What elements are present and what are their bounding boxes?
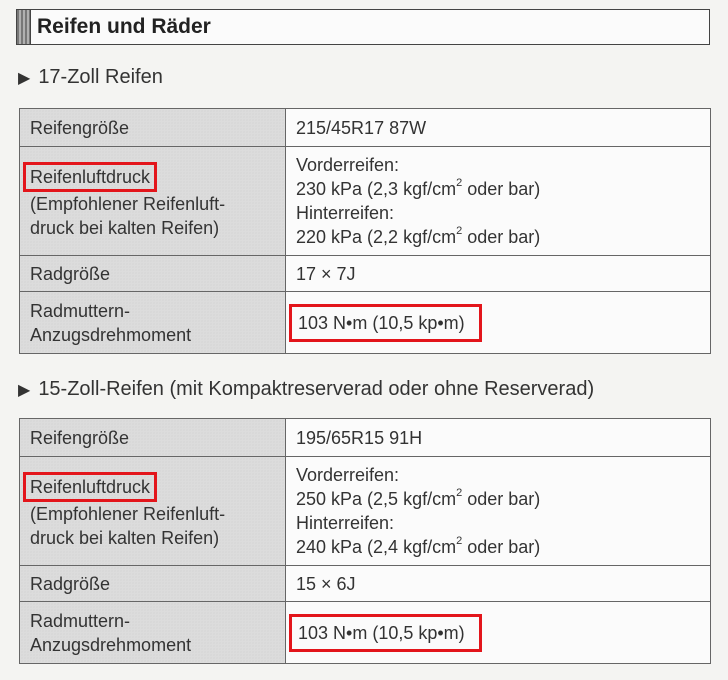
label-cell [20,109,286,147]
value-cell [286,602,711,664]
highlight-box [289,304,482,342]
rear-tire-pressure: 220 kPa (2,2 kgf/$cm^2$ oder bar) [296,225,541,247]
torque-label: Anzugsdrehmoment [30,324,192,345]
front-tire-label: Vorderreifen: [296,155,400,175]
front-tire-pressure: 250 kPa (2,5 kgf/$cm^2$ oder bar) [296,487,541,509]
value-cell [286,566,711,602]
highlight-box [23,162,157,192]
table-row [20,566,711,602]
label-cell [20,292,286,354]
tire-size-label: Reifengröße [30,427,130,448]
torque-value: 103 N•m (10,5 kp•m) [298,622,465,643]
section-header [16,9,710,45]
tire-size-value: 195/65R15 91H [296,427,423,448]
section-heading-text: 15-Zoll-Reifen (mit Kompaktreserverad oder ohne Reserverad) [38,378,595,400]
torque-label: Radmuttern- [30,300,131,321]
value-cell [286,457,711,566]
label-cell [20,419,286,457]
highlight-box [23,472,157,502]
torque-value: 103 N•m (10,5 kp•m) [298,312,465,333]
label-cell [20,147,286,256]
value-cell [286,419,711,457]
table-row [20,602,711,664]
wheel-size-value: 15 × 6J [296,573,356,594]
spec-table-15 [19,418,711,664]
section-heading-17 [18,66,163,89]
wheel-size-label: Radgröße [30,263,111,284]
pressure-note: (Empfohlener Reifenluft- [30,504,226,524]
section-heading-15 [18,378,594,401]
table-row [20,147,711,256]
value-cell [286,292,711,354]
pressure-label: Reifenluftdruck [30,167,151,187]
rear-tire-pressure: 240 kPa (2,4 kgf/$cm^2$ oder bar) [296,535,541,557]
triangle-bullet-icon: ▶ [18,381,31,399]
highlight-box [289,614,482,652]
pressure-note: druck bei kalten Reifen) [30,218,220,238]
table-row [20,292,711,354]
rear-tire-label: Hinterreifen: [296,203,395,223]
tire-size-label: Reifengröße [30,117,130,138]
pressure-note: druck bei kalten Reifen) [30,528,220,548]
triangle-bullet-icon: ▶ [18,69,31,87]
value-cell [286,256,711,292]
torque-label: Anzugsdrehmoment [30,634,192,655]
header-bar-decoration [17,10,31,44]
rear-tire-label: Hinterreifen: [296,513,395,533]
table-row [20,457,711,566]
page-title: Reifen und Räder [37,15,211,38]
pressure-label: Reifenluftdruck [30,477,151,497]
spec-table-17 [19,108,711,354]
label-cell [20,457,286,566]
table-row [20,419,711,457]
table-row [20,109,711,147]
front-tire-label: Vorderreifen: [296,465,400,485]
label-cell [20,256,286,292]
front-tire-pressure: 230 kPa (2,3 kgf/$cm^2$ oder bar) [296,177,541,199]
pressure-note: (Empfohlener Reifenluft- [30,194,226,214]
torque-label: Radmuttern- [30,610,131,631]
label-cell [20,602,286,664]
tire-size-value: 215/45R17 87W [296,117,427,138]
table-row [20,256,711,292]
value-cell [286,109,711,147]
section-heading-text: 17-Zoll Reifen [38,66,163,88]
value-cell [286,147,711,256]
wheel-size-label: Radgröße [30,573,111,594]
wheel-size-value: 17 × 7J [296,263,356,284]
label-cell [20,566,286,602]
